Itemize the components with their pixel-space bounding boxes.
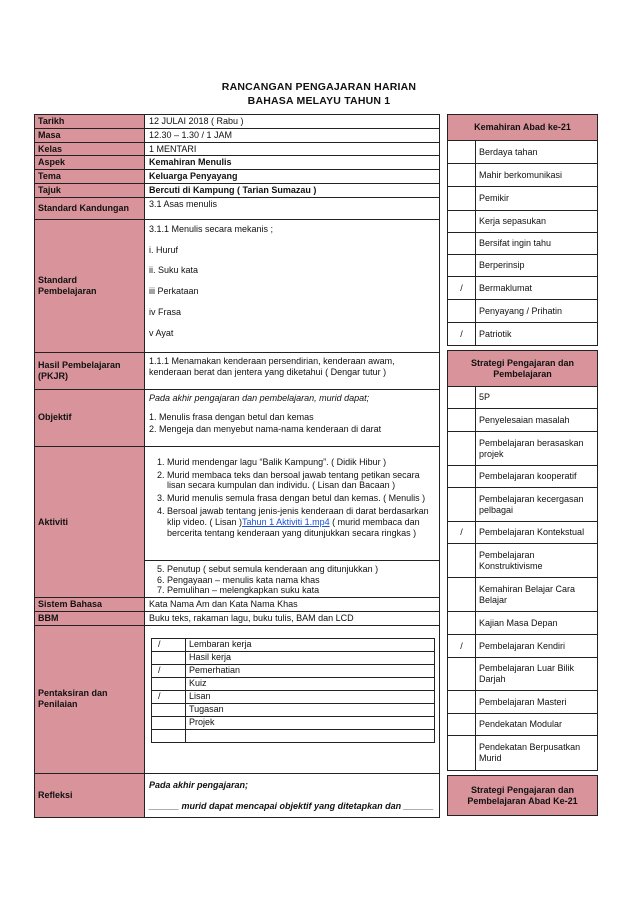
sp-line: v Ayat [149, 327, 174, 338]
check-mark: / [448, 635, 476, 658]
strategi-item: Pembelajaran Masteri [476, 691, 598, 714]
refleksi-line: Pada akhir pengajaran; [149, 779, 249, 790]
sp-line: ii. Suku kata [149, 265, 199, 276]
lesson-plan-table [34, 114, 440, 818]
aktiviti-value [145, 446, 440, 560]
strategi-item: Pembelajaran Konstruktivisme [476, 544, 598, 578]
tema-value: Keluarga Penyayang [145, 170, 440, 184]
strategi-item: Pembelajaran Kontekstual [476, 522, 598, 544]
check-mark: / [152, 638, 186, 651]
check-mark [448, 432, 476, 466]
check-mark [448, 387, 476, 409]
pentaksiran-item: Lembaran kerja [186, 638, 435, 651]
abad21-item: Berdaya tahan [476, 141, 598, 164]
aktiviti-item: 1. Murid mendengar lagu “Balik Kampung”. ( Didik Hibur ) [167, 457, 435, 468]
tajuk-label: Tajuk [35, 183, 145, 197]
strategi-item: Pendekatan Modular [476, 714, 598, 736]
abad21-item: Patriotik [476, 323, 598, 346]
check-mark [448, 164, 476, 187]
tarikh-label: Tarikh [35, 115, 145, 129]
bbm-value: Buku teks, rakaman lagu, buku tulis, BAM dan LCD [145, 611, 440, 625]
standard-kandungan-value: 3.1 Asas menulis [145, 197, 440, 219]
pentaksiran-table [151, 638, 435, 743]
hasil-pembelajaran-value: 1.1.1 Menamakan kenderaan persendirian, kenderaan awam, kenderaan berat dan jentera yang diketahui ( Dengar tutur ) [145, 352, 440, 389]
pentaksiran-row [152, 651, 435, 664]
sistem-bahasa-label: Sistem Bahasa [35, 598, 145, 612]
check-mark [448, 658, 476, 691]
objektif-value [145, 389, 440, 446]
bbm-label: BBM [35, 611, 145, 625]
objektif-label: Objektif [35, 389, 145, 446]
check-mark: / [448, 522, 476, 544]
strategi-item: Kajian Masa Depan [476, 612, 598, 635]
check-mark [448, 409, 476, 432]
aktiviti-label: Aktiviti [35, 446, 145, 597]
abad21-item: Berperinsip [476, 255, 598, 277]
check-mark [448, 211, 476, 233]
strategi-item: Pembelajaran Kendiri [476, 635, 598, 658]
pentaksiran-item: Kuiz [186, 677, 435, 690]
standard-kandungan-label: Standard Kandungan [35, 197, 145, 219]
check-mark [448, 736, 476, 771]
hasil-pembelajaran-label: Hasil Pembelajaran (PKJR) [35, 352, 145, 389]
strategi-item: Pembelajaran berasaskan projek [476, 432, 598, 466]
masa-label: Masa [35, 128, 145, 142]
aktiviti-item: 3. Murid menulis semula frasa dengan betul dan kemas. ( Menulis ) [167, 493, 435, 504]
check-mark [448, 466, 476, 488]
objektif-item: 2. Mengeja dan menyebut nama-nama kenderaan di darat [149, 424, 382, 435]
aktiviti-item: 2. Murid membaca teks dan bersoal jawab tentang petikan secara lisan secara kumpulan dan individu. ( Lisan dan Bacaan ) [167, 470, 435, 492]
refleksi-line: ______ murid dapat mencapai objektif yang ditetapkan dan ______ [149, 800, 434, 811]
penutup-list [167, 564, 435, 596]
abad21-item: Mahir berkomunikasi [476, 164, 598, 187]
sp-line: 3.1.1 Menulis secara mekanis ; [149, 223, 274, 234]
sp-line: iv Frasa [149, 306, 182, 317]
pentaksiran-item: Hasil kerja [186, 651, 435, 664]
objektif-item: 1. Menulis frasa dengan betul dan kemas [149, 411, 314, 422]
video-link[interactable]: Tahun 1 Aktiviti 1.mp4 [242, 516, 330, 527]
check-mark [448, 691, 476, 714]
page-subtitle: BAHASA MELAYU TAHUN 1 [247, 95, 391, 107]
check-mark [448, 714, 476, 736]
check-mark [448, 612, 476, 635]
check-mark [448, 578, 476, 612]
strategi-item: Pembelajaran kecergasan pelbagai [476, 488, 598, 522]
check-mark [448, 300, 476, 323]
check-mark: / [448, 323, 476, 346]
penutup-item: 6. Pengayaan – menulis kata nama khas [167, 575, 435, 586]
check-mark [152, 729, 186, 742]
check-mark [448, 544, 476, 578]
pentaksiran-label: Pentaksiran dan Penilaian [35, 625, 145, 773]
strategi-item: Pembelajaran Luar Bilik Darjah [476, 658, 598, 691]
check-mark [152, 703, 186, 716]
pentaksiran-value [145, 625, 440, 773]
strategi-item: 5P [476, 387, 598, 409]
aktiviti-item: 4. Bersoal jawab tentang jenis-jenis kenderaan di darat berdasarkan klip video. ( Lisan )Tahun 1 Aktiviti 1.mp4 ( murid membaca dan bercerita tentang kenderaan yang ditunjukkan secara ringkas ) [167, 506, 435, 538]
strategi-header: Strategi Pengajaran dan Pembelajaran [448, 351, 598, 387]
pentaksiran-row [152, 716, 435, 729]
masa-value: 12.30 – 1.30 / 1 JAM [145, 128, 440, 142]
check-mark [448, 141, 476, 164]
page-title: RANCANGAN PENGAJARAN HARIAN [221, 81, 417, 93]
pentaksiran-item: Tugasan [186, 703, 435, 716]
abad21-item: Pemikir [476, 187, 598, 211]
sp-line: iii Perkataan [149, 286, 199, 297]
check-mark [448, 233, 476, 255]
check-mark: / [448, 277, 476, 300]
check-mark [152, 651, 186, 664]
pentaksiran-row [152, 638, 435, 651]
pentaksiran-row [152, 677, 435, 690]
sistem-bahasa-value: Kata Nama Am dan Kata Nama Khas [145, 598, 440, 612]
pentaksiran-row [152, 703, 435, 716]
check-mark: / [152, 690, 186, 703]
check-mark [448, 255, 476, 277]
penutup-value [145, 560, 440, 597]
aspek-value: Kemahiran Menulis [145, 156, 440, 170]
check-mark [448, 187, 476, 211]
strategi21-header: Strategi Pengajaran dan Pembelajaran Abad Ke-21 [448, 776, 598, 816]
pentaksiran-row [152, 664, 435, 677]
check-mark [448, 488, 476, 522]
abad21-item: Bermaklumat [476, 277, 598, 300]
pentaksiran-row [152, 690, 435, 703]
abad21-header: Kemahiran Abad ke-21 [448, 115, 598, 141]
abad21-item: Bersifat ingin tahu [476, 233, 598, 255]
pentaksiran-row [152, 729, 435, 742]
tarikh-value: 12 JULAI 2018 ( Rabu ) [145, 115, 440, 129]
strategi-item: Pendekatan Berpusatkan Murid [476, 736, 598, 771]
strategi-item: Kemahiran Belajar Cara Belajar [476, 578, 598, 612]
aktiviti-list [167, 457, 435, 539]
tema-label: Tema [35, 170, 145, 184]
objektif-intro: Pada akhir pengajaran dan pembelajaran, murid dapat; [149, 392, 370, 403]
check-mark [152, 677, 186, 690]
strategy-table [447, 114, 598, 816]
check-mark: / [152, 664, 186, 677]
pentaksiran-item: Projek [186, 716, 435, 729]
pentaksiran-item: Lisan [186, 690, 435, 703]
strategi-item: Pembelajaran kooperatif [476, 466, 598, 488]
abad21-item: Penyayang / Prihatin [476, 300, 598, 323]
refleksi-value [145, 773, 440, 817]
standard-pembelajaran-label: Standard Pembelajaran [35, 219, 145, 352]
standard-pembelajaran-value [145, 219, 440, 352]
strategi-item: Penyelesaian masalah [476, 409, 598, 432]
refleksi-label: Refleksi [35, 773, 145, 817]
kelas-label: Kelas [35, 142, 145, 156]
pentaksiran-item [186, 729, 435, 742]
pentaksiran-item: Pemerhatian [186, 664, 435, 677]
aspek-label: Aspek [35, 156, 145, 170]
kelas-value: 1 MENTARI [145, 142, 440, 156]
tajuk-value: Bercuti di Kampung ( Tarian Sumazau ) [145, 183, 440, 197]
abad21-item: Kerja sepasukan [476, 211, 598, 233]
penutup-item: 7. Pemulihan – melengkapkan suku kata [167, 585, 435, 596]
penutup-item: 5. Penutup ( sebut semula kenderaan ang ditunjukkan ) [167, 564, 435, 575]
check-mark [152, 716, 186, 729]
sp-line: i. Huruf [149, 244, 179, 255]
